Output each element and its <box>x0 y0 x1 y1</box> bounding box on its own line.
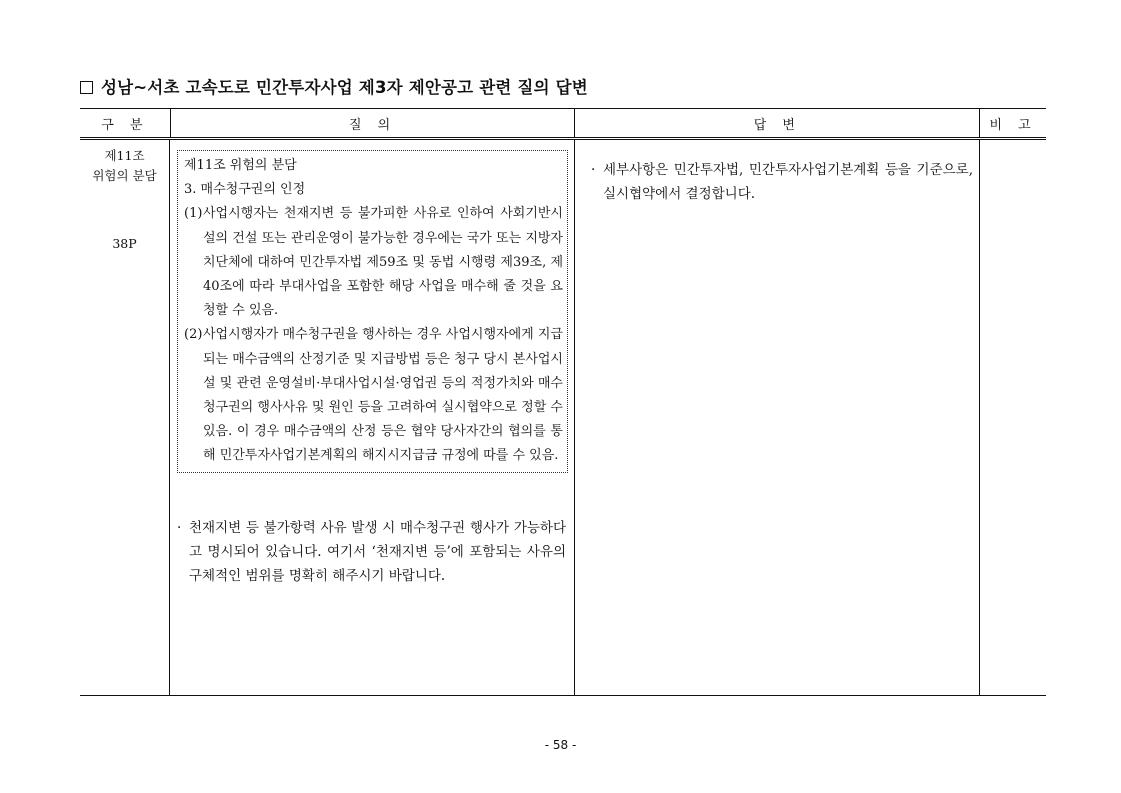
clause-heading: 제11조 위험의 분담 <box>184 158 297 173</box>
clause-item-number: (2) <box>184 327 203 343</box>
page-title-text: 성남~서초 고속도로 민간투자사업 제3자 제안공고 관련 질의 답변 <box>101 78 588 97</box>
category-title: 위험의 분담 <box>92 168 157 183</box>
category-page-ref: 38P <box>112 236 137 251</box>
header-remarks: 비 고 <box>989 117 1037 133</box>
bullet-icon: · <box>177 519 182 536</box>
clause-item-number: (1) <box>184 206 203 222</box>
header-answer: 답 변 <box>575 109 980 137</box>
category-article: 제11조 <box>104 148 145 163</box>
header-question: 질 의 <box>171 109 576 137</box>
table-row <box>80 140 1046 695</box>
header-category: 구 분 <box>80 109 171 137</box>
question-note-text: 천재지변 등 불가항력 사유 발생 시 매수청구권 행사가 가능하다고 명시되어 있습니다. 여기서 ‘천재지변 등’에 포함되는 사유의 구체적인 범위를 명확히 해주시기 바랍니다. <box>189 519 566 585</box>
page-title <box>80 74 588 98</box>
clause-item-text: 사업시행자는 천재지변 등 불가피한 사유로 인하여 사회기반시설의 건설 또는 관리운영이 불가능한 경우에는 국가 또는 지방자치단체에 대하여 민간투자법 제59조 및 동법 시행령 제39조, 제40조에 따라 부대사업을 포함한 해당 사업을 매수해 줄 것을 요청할 수 있음. <box>203 206 563 319</box>
clause-item <box>184 323 563 468</box>
question-note <box>177 516 568 589</box>
question-cell <box>170 140 575 695</box>
bullet-icon: · <box>591 162 596 178</box>
table-header-row <box>80 109 1046 140</box>
answer-item <box>591 158 973 206</box>
checkbox-square-icon <box>80 81 93 94</box>
qa-table <box>80 108 1046 696</box>
remarks-cell <box>980 140 1046 695</box>
clause-item-text: 사업시행자가 매수청구권을 행사하는 경우 사업시행자에게 지급되는 매수금액의 산정기준 및 지급방법 등은 청구 당시 본사업시설 및 관련 운영설비·부대사업시설·영업권 등의 적정가치와 매수청구권의 행사사유 및 원인 등을 고려하여 실시협약으로 정할 수 있음. 이 경우 매수금액의 산정 등은 협약 당사자간의 협의를 통해 민간투자사업기본계획의 해지시지급금 규정에 따를 수 있음. <box>203 327 563 464</box>
clause-subheading: 3. 매수청구권의 인정 <box>184 182 306 198</box>
clause-item <box>184 202 563 323</box>
answer-text: 세부사항은 민간투자법, 민간투자사업기본계획 등을 기준으로, 실시협약에서 결정합니다. <box>603 162 973 203</box>
page-number: - 58 - <box>544 738 577 752</box>
category-cell <box>80 140 170 695</box>
answer-cell <box>575 140 980 695</box>
quoted-clause-box <box>177 150 568 473</box>
